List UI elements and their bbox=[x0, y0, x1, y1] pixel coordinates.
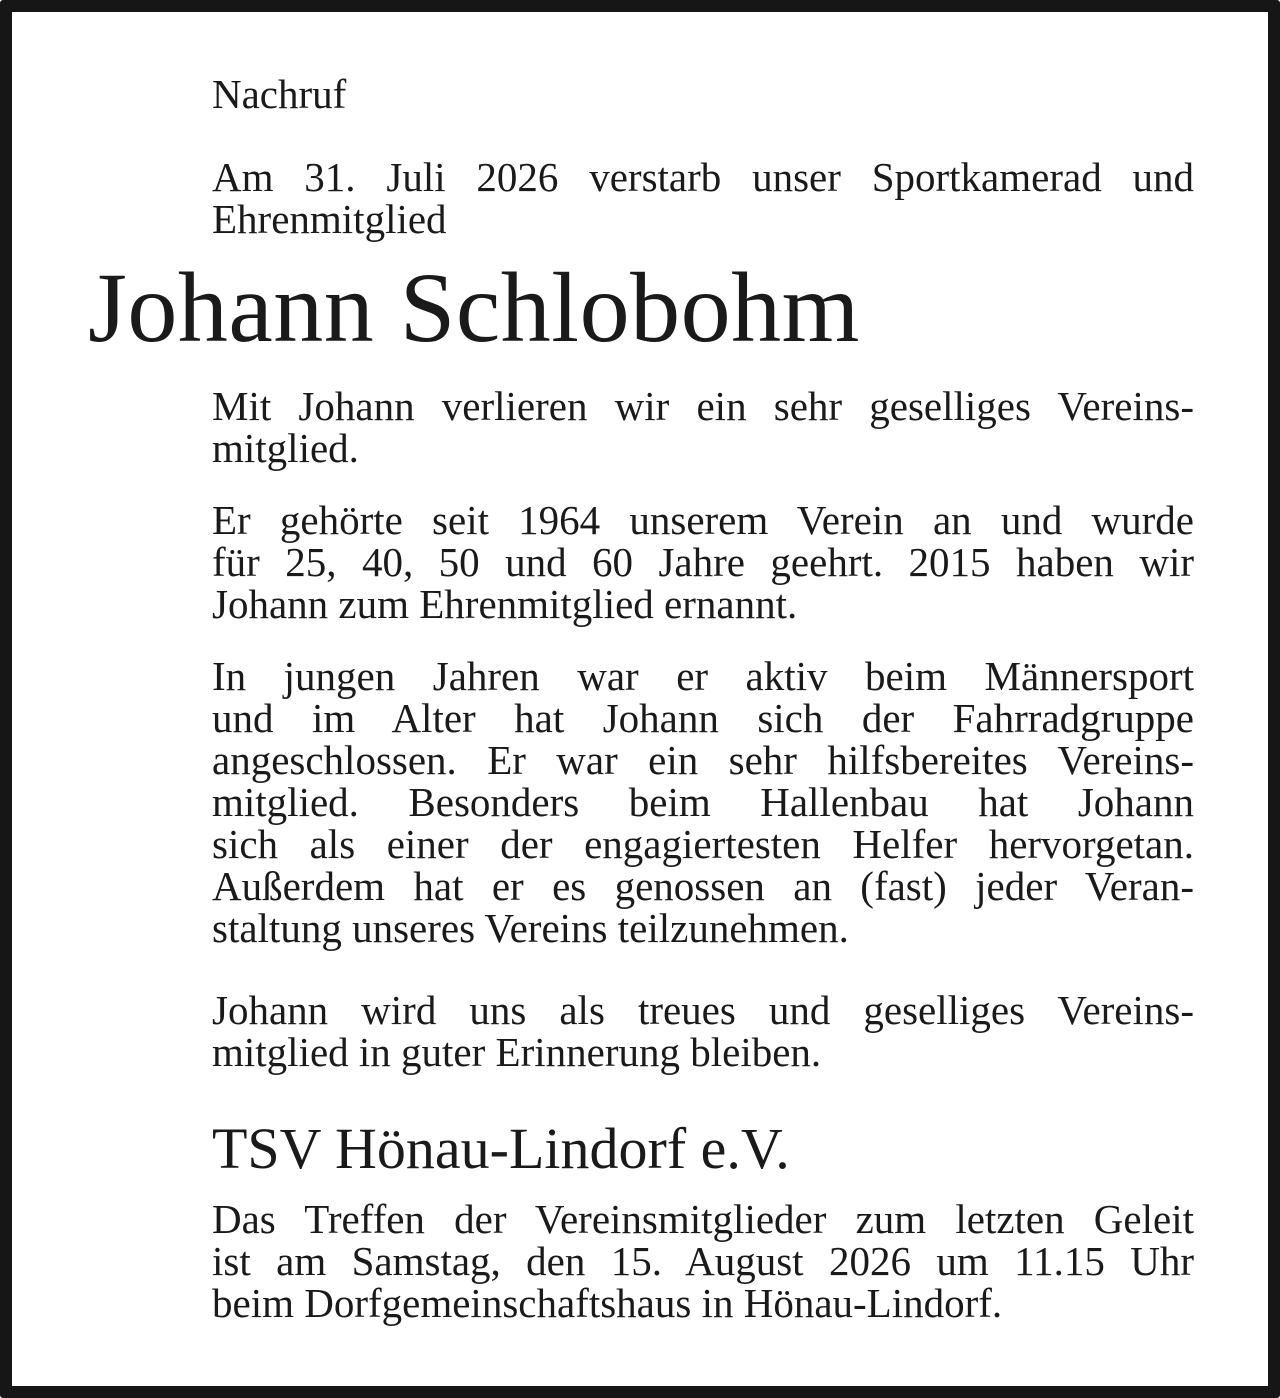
text-line: Ehrenmitglied bbox=[212, 196, 447, 242]
closing-text bbox=[212, 1198, 1194, 1324]
text-line: mitglied in guter Erinnerung bleiben. bbox=[212, 1029, 822, 1075]
intro-text bbox=[212, 156, 1194, 240]
text-line: und im Alter hat Johann sich der Fahrradgruppe bbox=[212, 695, 1194, 741]
text-line: staltung unseres Vereins teilzunehmen. bbox=[212, 905, 849, 951]
text-line: Johann zum Ehrenmitglied ernannt. bbox=[212, 581, 798, 627]
text-line: mitglied. Besonders beim Hallenbau hat Johann bbox=[212, 779, 1194, 825]
text-line: beim Dorfgemeinschaftshaus in Hönau-Lindorf. bbox=[212, 1280, 1003, 1326]
text-line: angeschlossen. Er war ein sehr hilfsbereites Vereins- bbox=[212, 737, 1194, 783]
text-line: sich als einer der engagiertesten Helfer hervorgetan. bbox=[212, 821, 1194, 867]
text-line: für 25, 40, 50 und 60 Jahre geehrt. 2015 haben wir bbox=[212, 539, 1194, 585]
paragraph-3 bbox=[212, 655, 1194, 949]
text-line: mitglied. bbox=[212, 425, 359, 471]
text-line: ist am Samstag, den 15. August 2026 um 11.15 Uhr bbox=[212, 1238, 1194, 1284]
text-line: Außerdem hat er es genossen an (fast) jeder Veran- bbox=[212, 863, 1194, 909]
text-line: Johann wird uns als treues und geselliges Vereins- bbox=[212, 987, 1194, 1033]
club-name: TSV Hönau-Lindorf e.V. bbox=[212, 1116, 790, 1181]
paragraph-2 bbox=[212, 499, 1194, 625]
text-line: Das Treffen der Vereinsmitglieder zum letzten Geleit bbox=[212, 1196, 1194, 1242]
text-line: Am 31. Juli 2026 verstarb unser Sportkamerad und bbox=[212, 154, 1194, 200]
text-line: Er gehörte seit 1964 unserem Verein an und wurde bbox=[212, 497, 1194, 543]
deceased-name: Johann Schlobohm bbox=[88, 252, 860, 363]
text-line: Mit Johann verlieren wir ein sehr geselliges Vereins- bbox=[212, 383, 1194, 429]
paragraph-1 bbox=[212, 385, 1194, 469]
paragraph-4 bbox=[212, 989, 1194, 1073]
text-line: In jungen Jahren war er aktiv beim Männersport bbox=[212, 653, 1194, 699]
notice-heading: Nachruf bbox=[212, 71, 347, 117]
